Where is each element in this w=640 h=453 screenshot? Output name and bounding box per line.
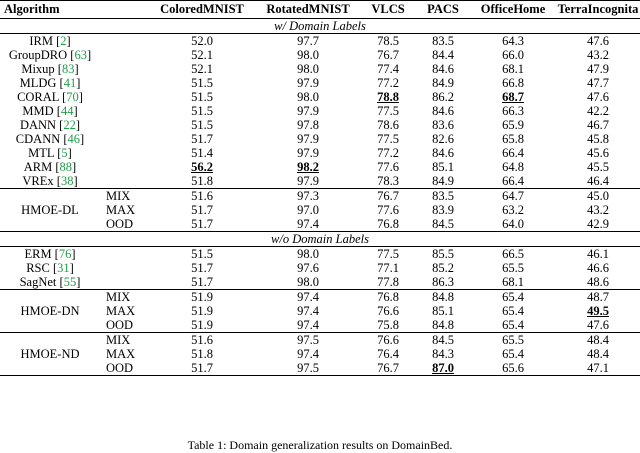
value-cell: 46.7	[587, 117, 609, 132]
group-name: HMOE-DN	[0, 290, 100, 333]
table-row	[0, 333, 640, 348]
header-row	[0, 1, 640, 19]
value-cell: 84.9	[432, 75, 454, 90]
value-cell: 97.8	[297, 117, 319, 132]
variant-cell	[100, 261, 148, 275]
value-cell	[416, 361, 470, 376]
value-cell: 45.0	[556, 189, 640, 204]
value-cell: 84.5	[432, 216, 454, 231]
best-value: 56.2	[191, 159, 213, 174]
value-cell: 97.4	[297, 303, 319, 318]
value-cell: 98.0	[297, 274, 319, 289]
value-cell: 64.0	[502, 216, 524, 231]
value-cell: 77.8	[377, 274, 399, 289]
value-cell: 66.4	[502, 145, 524, 160]
value-cell: 84.9	[432, 173, 454, 188]
value-cell: 47.9	[587, 61, 609, 76]
value-cell: 51.5	[148, 247, 256, 262]
column-header: VLCS	[360, 1, 416, 19]
value-cell: 83.6	[432, 117, 454, 132]
citation-link[interactable]: 31	[57, 260, 70, 275]
table-row	[0, 189, 640, 204]
value-cell: 83.9	[432, 202, 454, 217]
best-value: 49.5	[587, 303, 609, 318]
column-header: TerraIncognita	[556, 1, 640, 19]
value-cell: 97.6	[297, 260, 319, 275]
value-cell: 65.4	[502, 303, 524, 318]
value-cell: 98.0	[297, 61, 319, 76]
variant-label: MIX	[100, 290, 148, 305]
value-cell: 51.8	[191, 346, 213, 361]
value-cell: 51.7	[191, 216, 213, 231]
value-cell: 85.1	[432, 303, 454, 318]
value-cell: 64.7	[470, 189, 556, 204]
value-cell: 84.8	[416, 290, 470, 305]
value-cell: 83.5	[416, 34, 470, 49]
table-row	[0, 146, 640, 160]
variant-label: MIX	[100, 333, 148, 348]
value-cell: 51.7	[191, 202, 213, 217]
value-cell: 86.2	[432, 89, 454, 104]
value-cell: 97.4	[256, 290, 360, 305]
algorithm-name: SagNet [55]	[19, 274, 81, 289]
column-header: PACS	[416, 1, 470, 19]
table-caption: Table 1: Domain generalization results on DomainBed.	[187, 438, 453, 452]
table-row	[0, 118, 640, 132]
variant-cell	[100, 62, 148, 76]
table-body	[0, 19, 640, 376]
value-cell: 98.0	[256, 247, 360, 262]
value-cell: 97.9	[297, 145, 319, 160]
value-cell: 45.8	[587, 131, 609, 146]
variant-cell	[100, 146, 148, 160]
variant-label: MAX	[106, 346, 136, 361]
section-title: w/ Domain Labels	[0, 19, 640, 34]
value-cell: 42.9	[587, 216, 609, 231]
algorithm-name: MTL [5]	[28, 145, 72, 160]
value-cell: 97.5	[256, 361, 360, 376]
value-cell: 51.5	[191, 117, 213, 132]
table-row	[0, 104, 640, 118]
best-value: 87.0	[432, 360, 454, 375]
value-cell: 51.9	[191, 317, 213, 332]
variant-label: OOD	[106, 317, 134, 332]
value-cell: 82.6	[432, 131, 454, 146]
value-cell: 51.7	[191, 260, 213, 275]
value-cell: 76.7	[377, 47, 399, 62]
value-cell: 51.4	[191, 145, 213, 160]
citation-link[interactable]: 5	[61, 145, 68, 160]
value-cell: 76.7	[360, 361, 416, 376]
table-row	[0, 34, 640, 49]
citation-link[interactable]: 46	[67, 131, 81, 146]
value-cell: 48.7	[556, 290, 640, 305]
value-cell: 66.0	[502, 47, 524, 62]
variant-label: MAX	[106, 303, 136, 318]
best-value: 98.2	[297, 159, 319, 174]
algorithm-name: GroupDRO [63]	[8, 47, 92, 62]
value-cell: 64.8	[502, 159, 524, 174]
value-cell: 76.6	[377, 303, 399, 318]
value-cell: 51.6	[148, 333, 256, 348]
citation-link[interactable]: 88	[59, 159, 73, 174]
algorithm-name: ERM [76]	[0, 247, 100, 262]
value-cell: 65.8	[502, 131, 524, 146]
value-cell: 43.2	[587, 202, 609, 217]
value-cell: 97.4	[297, 216, 319, 231]
value-cell: 97.4	[297, 317, 319, 332]
table-row	[0, 247, 640, 262]
variant-cell	[100, 160, 148, 174]
value-cell: 42.2	[587, 103, 609, 118]
value-cell: 65.9	[502, 117, 524, 132]
variant-cell	[100, 104, 148, 118]
value-cell: 65.5	[470, 333, 556, 348]
citation-link[interactable]: 22	[63, 117, 76, 132]
value-cell: 65.4	[502, 317, 524, 332]
citation-link[interactable]: 63	[74, 47, 87, 62]
value-cell: 52.1	[191, 47, 213, 62]
value-cell: 77.6	[377, 202, 399, 217]
variant-label: MAX	[106, 202, 136, 217]
value-cell: 77.6	[377, 159, 399, 174]
value-cell: 76.7	[360, 189, 416, 204]
value-cell: 51.5	[191, 103, 213, 118]
value-cell: 76.6	[360, 333, 416, 348]
value-cell: 46.6	[587, 260, 609, 275]
algorithm-name: IRM [2]	[0, 34, 100, 49]
value-cell: 78.3	[377, 173, 399, 188]
value-cell: 46.1	[556, 247, 640, 262]
value-cell: 76.8	[360, 290, 416, 305]
column-header	[100, 1, 148, 19]
value-cell: 43.2	[587, 47, 609, 62]
value-cell: 51.7	[191, 131, 213, 146]
table-row	[0, 62, 640, 76]
value-cell	[556, 304, 640, 318]
algorithm-name: MLDG [41]	[19, 75, 81, 90]
algorithm-name: MMD [44]	[22, 103, 78, 118]
value-cell	[148, 160, 256, 174]
variant-label: OOD	[106, 216, 134, 231]
value-cell: 51.8	[191, 173, 213, 188]
algorithm-name: CORAL [70]	[17, 89, 83, 104]
value-cell: 66.4	[502, 173, 524, 188]
value-cell: 66.5	[470, 247, 556, 262]
variant-cell	[100, 247, 148, 262]
value-cell: 84.3	[432, 346, 454, 361]
value-cell: 47.6	[587, 317, 609, 332]
variant-cell	[100, 118, 148, 132]
value-cell: 51.5	[191, 89, 213, 104]
variant-cell	[100, 48, 148, 62]
value-cell: 85.5	[416, 247, 470, 262]
best-value: 78.8	[377, 89, 399, 104]
variant-cell	[100, 275, 148, 290]
value-cell: 66.3	[502, 103, 524, 118]
value-cell: 68.1	[502, 61, 524, 76]
value-cell: 47.6	[587, 89, 609, 104]
value-cell: 83.5	[416, 189, 470, 204]
variant-label: MIX	[100, 189, 148, 204]
value-cell: 52.1	[191, 61, 213, 76]
value-cell: 48.6	[587, 274, 609, 289]
algorithm-name: DANN [22]	[19, 117, 81, 132]
group-name: HMOE-ND	[0, 333, 100, 376]
value-cell: 46.4	[587, 173, 609, 188]
value-cell: 98.0	[297, 89, 319, 104]
value-cell: 51.7	[191, 274, 213, 289]
value-cell: 77.2	[377, 145, 399, 160]
table-row	[0, 160, 640, 174]
value-cell: 75.8	[377, 317, 399, 332]
variant-cell	[100, 76, 148, 90]
value-cell: 52.0	[148, 34, 256, 49]
value-cell: 51.6	[148, 189, 256, 204]
algorithm-name: CDANN [46]	[15, 131, 85, 146]
value-cell: 77.5	[377, 103, 399, 118]
citation-link[interactable]: 38	[60, 173, 74, 188]
value-cell: 51.7	[148, 361, 256, 376]
value-cell: 64.3	[470, 34, 556, 49]
variant-cell	[100, 174, 148, 189]
value-cell: 78.5	[360, 34, 416, 49]
value-cell: 84.8	[432, 317, 454, 332]
value-cell: 97.9	[297, 75, 319, 90]
value-cell: 97.0	[297, 202, 319, 217]
group-name: HMOE-DL	[0, 189, 100, 232]
value-cell: 97.9	[297, 103, 319, 118]
value-cell: 65.4	[470, 290, 556, 305]
value-cell: 68.1	[502, 274, 524, 289]
column-header: ColoredMNIST	[148, 1, 256, 19]
citation-link[interactable]: 41	[63, 75, 77, 90]
value-cell: 63.2	[502, 202, 524, 217]
value-cell: 65.5	[502, 260, 524, 275]
variant-cell	[100, 90, 148, 104]
algorithm-name: RSC [31]	[26, 260, 74, 275]
citation-link[interactable]: 55	[63, 274, 77, 289]
value-cell: 45.6	[587, 145, 609, 160]
section-title-row	[0, 19, 640, 34]
value-cell: 84.4	[432, 47, 454, 62]
citation-link[interactable]: 76	[58, 246, 72, 261]
value-cell: 51.9	[148, 290, 256, 305]
variant-label: OOD	[100, 361, 148, 376]
value-cell: 78.6	[377, 117, 399, 132]
value-cell	[360, 90, 416, 104]
value-cell: 51.9	[191, 303, 213, 318]
algorithm-name: VREx [38]	[22, 173, 78, 188]
value-cell: 65.4	[502, 346, 524, 361]
table-row	[0, 48, 640, 62]
value-cell: 97.7	[256, 34, 360, 49]
section-title: w/o Domain Labels	[0, 232, 640, 247]
value-cell: 98.0	[297, 47, 319, 62]
value-cell: 84.5	[416, 333, 470, 348]
citation-link[interactable]: 44	[60, 103, 74, 118]
table-row	[0, 132, 640, 146]
value-cell: 97.4	[297, 346, 319, 361]
citation-link[interactable]: 70	[66, 89, 79, 104]
value-cell: 65.6	[470, 361, 556, 376]
column-header: RotatedMNIST	[256, 1, 360, 19]
column-header: OfficeHome	[470, 1, 556, 19]
best-value: 68.7	[502, 89, 524, 104]
value-cell: 47.1	[556, 361, 640, 376]
value-cell: 77.5	[360, 247, 416, 262]
algorithm-name: Mixup [83]	[21, 61, 79, 76]
value-cell: 51.5	[191, 75, 213, 90]
algorithm-name: ARM [88]	[23, 159, 77, 174]
table-row	[0, 290, 640, 305]
value-cell: 48.4	[556, 333, 640, 348]
value-cell: 76.8	[377, 216, 399, 231]
value-cell: 86.3	[432, 274, 454, 289]
value-cell: 47.7	[587, 75, 609, 90]
value-cell: 77.1	[377, 260, 399, 275]
variant-cell	[100, 132, 148, 146]
citation-link[interactable]: 83	[61, 61, 75, 76]
value-cell: 48.4	[587, 346, 609, 361]
value-cell: 85.2	[432, 260, 454, 275]
citation-link[interactable]: 2	[60, 33, 67, 48]
value-cell: 97.5	[256, 333, 360, 348]
value-cell: 97.9	[297, 173, 319, 188]
table-row	[0, 261, 640, 275]
value-cell: 85.1	[432, 159, 454, 174]
column-header: Algorithm	[0, 1, 100, 19]
value-cell: 45.5	[587, 159, 609, 174]
value-cell: 66.8	[502, 75, 524, 90]
value-cell: 84.6	[432, 103, 454, 118]
value-cell: 97.3	[256, 189, 360, 204]
table-row	[0, 275, 640, 290]
section-title-row	[0, 232, 640, 247]
value-cell	[256, 160, 360, 174]
value-cell: 76.4	[377, 346, 399, 361]
table-row	[0, 174, 640, 189]
value-cell: 97.9	[297, 131, 319, 146]
value-cell	[470, 90, 556, 104]
variant-cell	[100, 34, 148, 49]
value-cell: 47.6	[556, 34, 640, 49]
value-cell: 84.6	[432, 61, 454, 76]
value-cell: 77.5	[377, 131, 399, 146]
table-row	[0, 90, 640, 104]
value-cell: 77.2	[377, 75, 399, 90]
table-row	[0, 76, 640, 90]
value-cell: 84.6	[432, 145, 454, 160]
value-cell: 77.4	[377, 61, 399, 76]
